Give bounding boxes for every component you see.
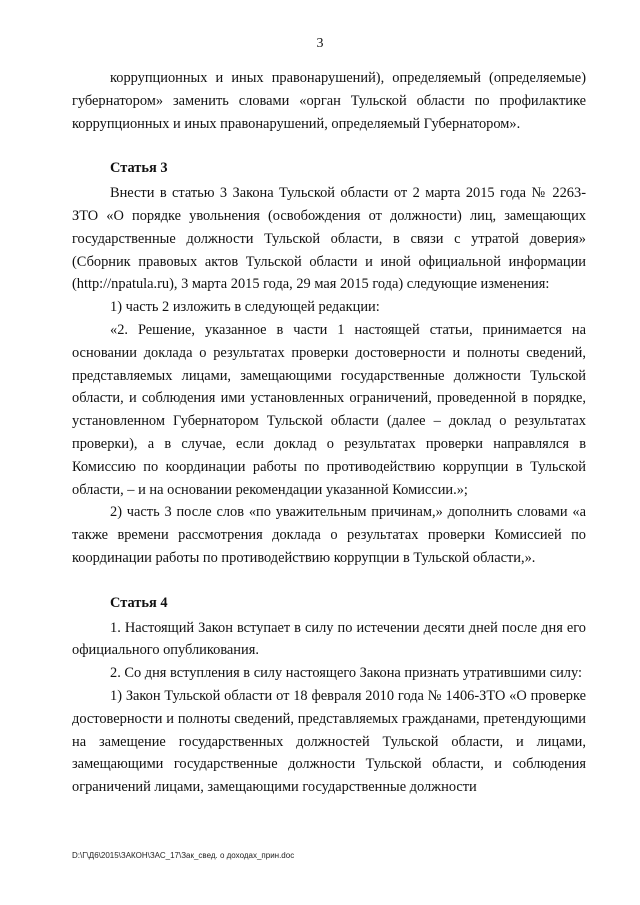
file-path-footer: D:\Г\Д6\2015\ЗАКОН\ЗАС_17\Зак_свед. о доходах_прин.doc [72, 851, 295, 860]
article-3-item-1-text: «2. Решение, указанное в части 1 настоящей статьи, принимается на основании доклада о результатах проверки достоверности и полноты сведений, представляемых лицами, замещающими государственные должности Тульской области, и соблюдения ими установленных ограничений, проведенной в порядке, установленном Губернатором Тульской области (далее – доклад о результатах проверки), а в случае, если доклад о результатах проверки направлялся в Комиссию по координации работы по противодействию коррупции в Тульской области, – и на основании рекомендации указанной Комиссии.»; [72, 321, 586, 498]
article-4-item-2: 2. Со дня вступления в силу настоящего Закона признать утратившими силу: [110, 665, 582, 682]
page-number: 3 [316, 36, 324, 51]
paragraph-continuation: коррупционных и иных правонарушений), определяемый (определяемые) губернатором» заменить словами «орган Тульской области по профилактике коррупционных и иных правонарушений, определяемый Губернатором». [72, 70, 586, 132]
article-4-item-2-sub-1: 1) Закон Тульской области от 18 февраля 2010 года № 1406-ЗТО «О проверке достоверности и полноты сведений, представляемых гражданами, претендующими на замещение государственных должностей Тульской области, и лицами, замещающими государственные должности Тульской области, и соблюдения ограничений лицами, замещающими государственные должности [72, 687, 586, 796]
article-4-heading: Статья 4 [110, 594, 168, 611]
article-3-intro: Внести в статью 3 Закона Тульской области от 2 марта 2015 года № 2263-ЗТО «О порядке увольнения (освобождения от должности) лиц, замещающих государственные должности Тульской области, в связи с утратой доверия» (Сборник правовых актов Тульской области и иной официальной информации (http://npatula.ru), 3 марта 2015 года, 29 мая 2015 года) следующие изменения: [72, 185, 586, 293]
document-body [72, 67, 586, 799]
article-3-item-2: 2) часть 3 после слов «по уважительным причинам,» дополнить словами «а также времени рассмотрения доклада о результатах проверки Комиссией по координации работы по противодействию коррупции в Тульской области,». [72, 504, 586, 566]
article-3-heading: Статья 3 [110, 160, 168, 177]
article-3-item-1: 1) часть 2 изложить в следующей редакции: [110, 299, 380, 316]
article-4-item-1: 1. Настоящий Закон вступает в силу по истечении десяти дней после дня его официального опубликования. [72, 619, 586, 659]
